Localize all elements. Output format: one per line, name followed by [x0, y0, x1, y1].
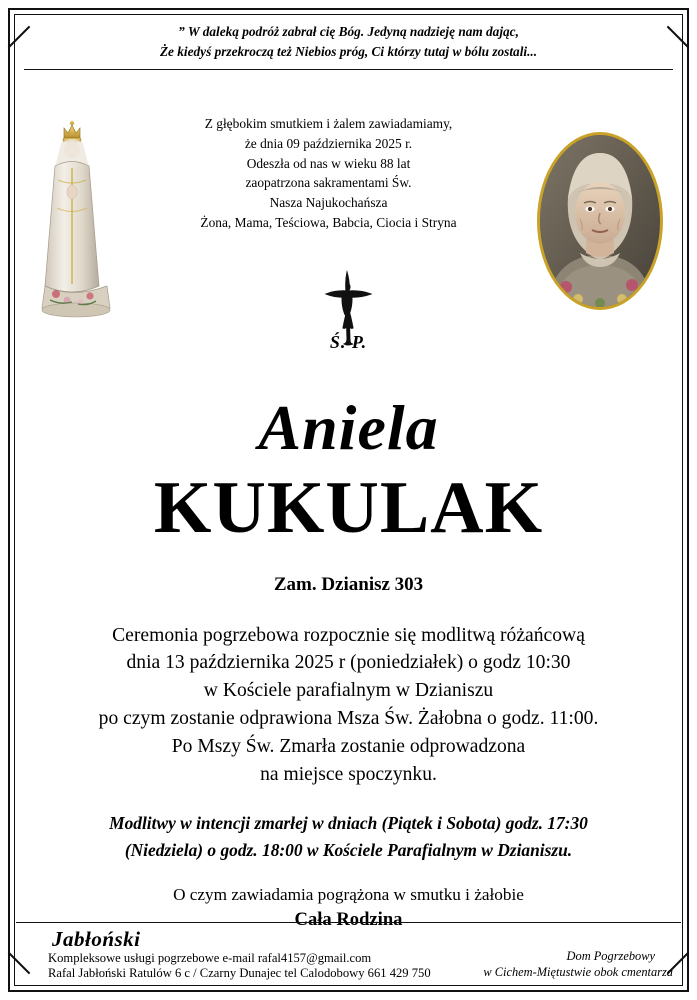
divider-footer: [16, 922, 681, 923]
footer-contact-line: Rafal Jabłoński Ratulów 6 c / Czarny Dunajec tel Calodobowy 661 429 750: [48, 966, 431, 980]
ceremony-line-2: dnia 13 października 2025 r (poniedziałek) o godz 10:30: [126, 652, 571, 674]
footer-services-line: Kompleksowe usługi pogrzebowe e-mail rafal4157@gmail.com: [48, 951, 372, 965]
prayer-schedule: [22, 810, 675, 862]
notice-content: [22, 20, 675, 980]
footer-home-label: Dom Pogrzebowy: [566, 949, 655, 963]
sp-abbreviation: Ś. P.: [329, 331, 368, 352]
epitaph-line-1: ” W daleką podróż zabrał cię Bóg. Jedyną nadzieję nam dając,: [178, 24, 519, 39]
deceased-first-name: Aniela: [258, 391, 439, 463]
prayer-line-2: (Niedziela) o godz. 18:00 w Kościele Parafialnym w Dzianiszu.: [124, 839, 573, 860]
ceremony-line-4: po czym zostanie odprawiona Msza Św. Żałobna o godz. 11:00.: [98, 708, 599, 729]
upper-section: [22, 70, 675, 370]
closing-family: Cała Rodzina: [294, 908, 403, 930]
deceased-address: Zam. Dzianisz 303: [273, 573, 424, 595]
announcement-line-1: Z głębokim smutkiem i żalem zawiadamiamy,: [204, 115, 453, 131]
ceremony-details: [22, 622, 675, 789]
ceremony-line-5: Po Mszy Św. Zmarła zostanie odprowadzona: [171, 735, 526, 757]
announcement-line-5: Nasza Najukochańsza: [269, 195, 388, 211]
funeral-home-footer: [14, 922, 683, 994]
announcement-line-6: Żona, Mama, Teściowa, Babcia, Ciocia i Stryna: [200, 215, 457, 231]
epitaph-line-2: Że kiedyś przekroczą też Niebios próg, Ci którzy tutaj w bólu zostali...: [159, 43, 538, 59]
announcement-line-2: że dnia 09 października 2025 r.: [244, 135, 413, 151]
funeral-home-brand: Jabłoński: [52, 927, 141, 951]
deceased-last-name: KUKULAK: [153, 466, 544, 549]
ceremony-line-1: Ceremonia pogrzebowa rozpocznie się modlitwą różańcową: [112, 624, 585, 646]
closing-line-1: O czym zawiadamia pogrążona w smutku i żałobie: [173, 884, 524, 904]
announcement-line-4: zaopatrzona sakramentami Św.: [245, 175, 412, 191]
footer-home-address: w Cichem-Miętustwie obok cmentarza: [483, 965, 673, 979]
ceremony-line-6: na miejsce spoczynku.: [260, 763, 437, 785]
epitaph-verse: [22, 20, 675, 62]
announcement-line-3: Odeszła od nas w wieku 88 lat: [246, 155, 411, 171]
announcement-text: [132, 114, 525, 233]
prayer-line-1: Modlitwy w intencji zmarłej w dniach (Piątek i Sobota) godz. 17:30: [109, 813, 588, 834]
ceremony-line-3: w Kościele parafialnym w Dzianiszu: [203, 680, 494, 702]
